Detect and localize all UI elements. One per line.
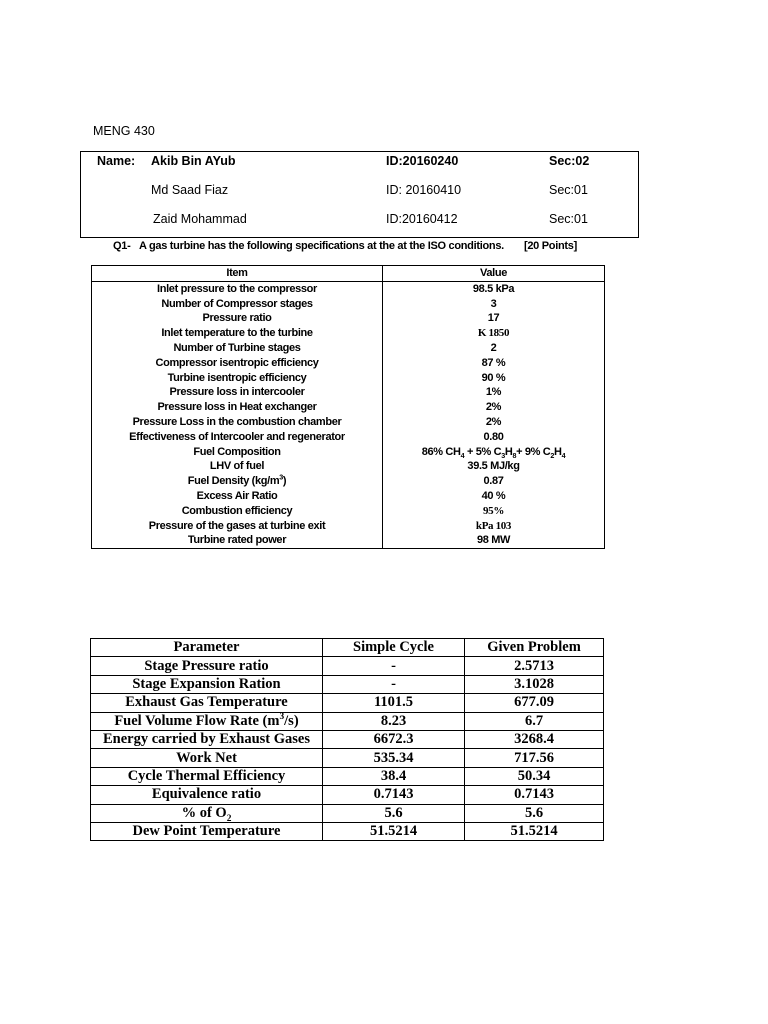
- parameter-name: Dew Point Temperature: [91, 822, 323, 840]
- question-points: [20 Points]: [524, 240, 577, 252]
- simple-cycle-value: 38.4: [323, 767, 465, 785]
- parameter-name: % of $O_2$: [91, 804, 323, 822]
- spec-value: 90 %: [383, 371, 605, 386]
- table-row: [92, 297, 605, 312]
- given-problem-value: 50.34: [465, 767, 604, 785]
- student-name: Md Saad Fiaz: [151, 183, 229, 197]
- student-id: ID:20160412: [386, 212, 458, 226]
- parameter-name: Stage Expansion Ration: [91, 675, 323, 693]
- course-code: MENG 430: [93, 124, 155, 138]
- spec-item: Combustion efficiency: [92, 504, 383, 519]
- simple-cycle-value: 51.5214: [323, 822, 465, 840]
- spec-value: 98 MW: [383, 533, 605, 548]
- student-sec: Sec:01: [549, 183, 588, 197]
- table-row: [91, 657, 604, 675]
- table-header-row: [91, 639, 604, 657]
- spec-value: kPa 103: [383, 519, 605, 534]
- spec-item: Number of Turbine stages: [92, 341, 383, 356]
- table-row: [91, 749, 604, 767]
- student-id: ID: 20160410: [386, 183, 462, 197]
- table-row: [92, 504, 605, 519]
- table-row: [92, 415, 605, 430]
- student-name: Akib Bin AYub: [151, 154, 236, 168]
- results-table: [90, 638, 604, 841]
- spec-item: Pressure of the gases at turbine exit: [92, 519, 383, 534]
- name-label: Name:: [97, 154, 136, 168]
- student-info-box: [80, 151, 639, 238]
- parameter-name: Cycle Thermal Efficiency: [91, 767, 323, 785]
- given-problem-value: 0.7143: [465, 786, 604, 804]
- table-row: [91, 730, 604, 748]
- specifications-table: [91, 265, 605, 549]
- table-row: [91, 767, 604, 785]
- table-row: [91, 786, 604, 804]
- spec-item: Inlet temperature to the turbine: [92, 326, 383, 341]
- spec-value: 2%: [383, 400, 605, 415]
- spec-item: Number of Compressor stages: [92, 297, 383, 312]
- given-problem-value: 2.5713: [465, 657, 604, 675]
- spec-value: 17: [383, 311, 605, 326]
- simple-cycle-value: 535.34: [323, 749, 465, 767]
- table-row: [92, 341, 605, 356]
- parameter-name: Energy carried by Exhaust Gases: [91, 730, 323, 748]
- table-row: [92, 474, 605, 489]
- spec-value: 0.80: [383, 430, 605, 445]
- given-problem-value: 3268.4: [465, 730, 604, 748]
- table-row: [91, 694, 604, 712]
- given-problem-value: 677.09: [465, 694, 604, 712]
- spec-item: Pressure ratio: [92, 311, 383, 326]
- given-problem-value: 3.1028: [465, 675, 604, 693]
- parameter-name: Stage Pressure ratio: [91, 657, 323, 675]
- table-row: [92, 533, 605, 548]
- table-row: [92, 371, 605, 386]
- column-header: Item: [92, 266, 383, 282]
- spec-value: K 1850: [383, 326, 605, 341]
- student-sec: Sec:02: [549, 154, 590, 168]
- spec-value: 3: [383, 297, 605, 312]
- table-row: [92, 459, 605, 474]
- student-sec: Sec:01: [549, 212, 588, 226]
- spec-value: 86% $CH_4 + 5\%$ $C_3H_8+ 9\%$ $C_2H_4$: [383, 445, 605, 460]
- spec-item: Fuel Density $(kg/m^3)$: [92, 474, 383, 489]
- given-problem-value: 6.7: [465, 712, 604, 730]
- parameter-name: Equivalence ratio: [91, 786, 323, 804]
- spec-value: 95%: [383, 504, 605, 519]
- spec-item: LHV of fuel: [92, 459, 383, 474]
- simple-cycle-value: 1101.5: [323, 694, 465, 712]
- table-row: [92, 356, 605, 371]
- table-row: [91, 822, 604, 840]
- table-row: [92, 281, 605, 296]
- spec-value: 1%: [383, 385, 605, 400]
- table-row: [92, 430, 605, 445]
- table-row: [91, 712, 604, 730]
- spec-value: 40 %: [383, 489, 605, 504]
- spec-item: Excess Air Ratio: [92, 489, 383, 504]
- spec-value: 39.5 MJ/kg: [383, 459, 605, 474]
- column-header: Simple Cycle: [323, 639, 465, 657]
- simple-cycle-value: 8.23: [323, 712, 465, 730]
- column-header: Value: [383, 266, 605, 282]
- simple-cycle-value: -: [323, 657, 465, 675]
- spec-value: 87 %: [383, 356, 605, 371]
- table-row: [91, 675, 604, 693]
- question-text: A gas turbine has the following specifications at the at the ISO conditions.: [139, 240, 504, 252]
- column-header: Given Problem: [465, 639, 604, 657]
- table-row: [92, 400, 605, 415]
- given-problem-value: 5.6: [465, 804, 604, 822]
- table-row: [92, 311, 605, 326]
- table-row: [92, 519, 605, 534]
- spec-value: 98.5 kPa: [383, 281, 605, 296]
- parameter-name: Work Net: [91, 749, 323, 767]
- spec-item: Pressure loss in intercooler: [92, 385, 383, 400]
- given-problem-value: 51.5214: [465, 822, 604, 840]
- parameter-name: Fuel Volume Flow Rate $(m^3/s)$: [91, 712, 323, 730]
- table-row: [92, 445, 605, 460]
- table-row: [92, 326, 605, 341]
- question-number: Q1-: [113, 240, 131, 252]
- spec-value: 2: [383, 341, 605, 356]
- given-problem-value: 717.56: [465, 749, 604, 767]
- simple-cycle-value: -: [323, 675, 465, 693]
- spec-item: Pressure Loss in the combustion chamber: [92, 415, 383, 430]
- spec-item: Turbine isentropic efficiency: [92, 371, 383, 386]
- table-header-row: [92, 266, 605, 282]
- simple-cycle-value: 5.6: [323, 804, 465, 822]
- spec-item: Turbine rated power: [92, 533, 383, 548]
- table-row: [91, 804, 604, 822]
- table-row: [92, 489, 605, 504]
- student-id: ID:20160240: [386, 154, 459, 168]
- spec-item: Fuel Composition: [92, 445, 383, 460]
- column-header: Parameter: [91, 639, 323, 657]
- simple-cycle-value: 6672.3: [323, 730, 465, 748]
- spec-item: Pressure loss in Heat exchanger: [92, 400, 383, 415]
- parameter-name: Exhaust Gas Temperature: [91, 694, 323, 712]
- spec-item: Compressor isentropic efficiency: [92, 356, 383, 371]
- spec-item: Inlet pressure to the compressor: [92, 281, 383, 296]
- spec-item: Effectiveness of Intercooler and regenerator: [92, 430, 383, 445]
- simple-cycle-value: 0.7143: [323, 786, 465, 804]
- student-name: Zaid Mohammad: [153, 212, 247, 226]
- table-row: [92, 385, 605, 400]
- spec-value: 0.87: [383, 474, 605, 489]
- spec-value: 2%: [383, 415, 605, 430]
